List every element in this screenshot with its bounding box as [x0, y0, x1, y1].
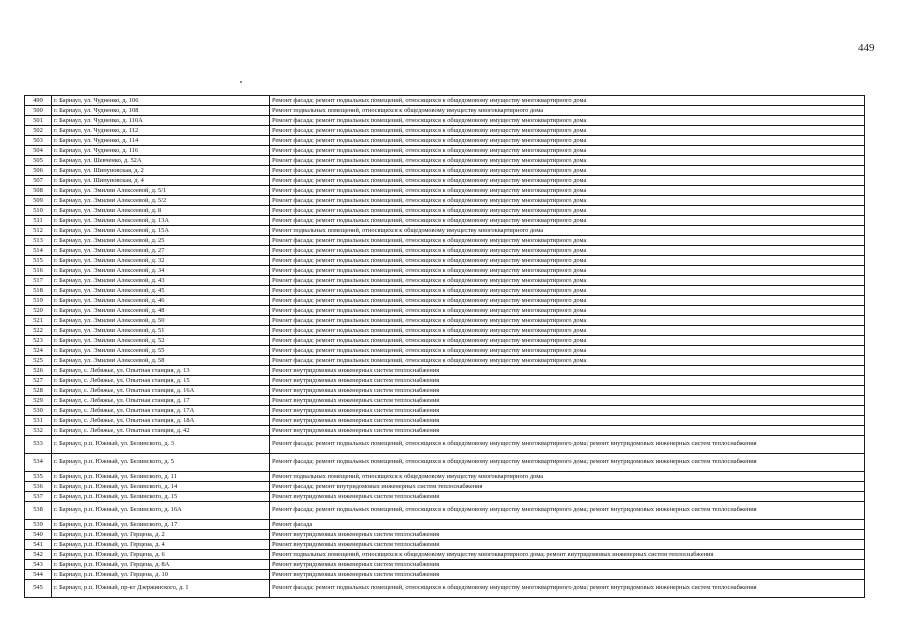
table-row	[25, 266, 865, 276]
address-cell: г. Барнаул, р.п. Южный, ул. Герцена, д. 10	[52, 570, 270, 580]
address-cell: г. Барнаул, р.п. Южный, пр-кт Дзержинского, д. 1	[52, 580, 270, 598]
row-number-cell: 535	[25, 472, 52, 482]
work-type-cell: Ремонт фасада; ремонт подвальных помещений, относящихся к общедомовому имуществу многоквартирного дома	[270, 116, 865, 126]
table-row	[25, 286, 865, 296]
work-type-cell: Ремонт фасада; ремонт подвальных помещений, относящихся к общедомовому имуществу многоквартирного дома	[270, 126, 865, 136]
work-type-cell: Ремонт фасада; ремонт подвальных помещений, относящихся к общедомовому имуществу многоквартирного дома	[270, 206, 865, 216]
table-row	[25, 196, 865, 206]
row-number-cell: 508	[25, 186, 52, 196]
row-number-cell: 510	[25, 206, 52, 216]
registry-rows	[25, 96, 865, 598]
work-type-cell: Ремонт фасада; ремонт подвальных помещений, относящихся к общедомовому имуществу многоквартирного дома	[270, 256, 865, 266]
row-number-cell: 504	[25, 146, 52, 156]
table-row	[25, 316, 865, 326]
table-row	[25, 376, 865, 386]
work-type-cell: Ремонт подвальных помещений, относящихся к общедомовому имуществу многоквартирного дома	[270, 106, 865, 116]
address-cell: г. Барнаул, с. Лебяжье, ул. Опытная станция, д. 13	[52, 366, 270, 376]
row-number-cell: 545	[25, 580, 52, 598]
work-type-cell: Ремонт внутридомовых инженерных систем теплоснабжения	[270, 540, 865, 550]
address-cell: г. Барнаул, ул. Шипуновская, д. 4	[52, 176, 270, 186]
table-row	[25, 560, 865, 570]
address-cell: г. Барнаул, ул. Эмилии Алексеевой, д. 5/1	[52, 186, 270, 196]
row-number-cell: 534	[25, 454, 52, 472]
table-row	[25, 176, 865, 186]
row-number-cell: 527	[25, 376, 52, 386]
address-cell: г. Барнаул, ул. Эмилии Алексеевой, д. 8	[52, 206, 270, 216]
work-type-cell: Ремонт фасада; ремонт подвальных помещений, относящихся к общедомовому имуществу многоквартирного дома	[270, 326, 865, 336]
work-type-cell: Ремонт фасада; ремонт подвальных помещений, относящихся к общедомовому имуществу многоквартирного дома	[270, 196, 865, 206]
work-type-cell: Ремонт подвальных помещений, относящихся к общедомовому имуществу многоквартирного дома	[270, 226, 865, 236]
address-cell: г. Барнаул, р.п. Южный, ул. Белинского, д. 11	[52, 472, 270, 482]
table-row	[25, 550, 865, 560]
row-number-cell: 516	[25, 266, 52, 276]
table-row	[25, 454, 865, 472]
table-row	[25, 96, 865, 106]
table-row	[25, 396, 865, 406]
work-type-cell: Ремонт фасада; ремонт подвальных помещений, относящихся к общедомовому имуществу многоквартирного дома	[270, 336, 865, 346]
address-cell: г. Барнаул, р.п. Южный, ул. Белинского, д. 17	[52, 520, 270, 530]
work-type-cell: Ремонт фасада; ремонт подвальных помещений, относящихся к общедомовому имуществу многоквартирного дома	[270, 356, 865, 366]
address-cell: г. Барнаул, р.п. Южный, ул. Герцена, д. 4	[52, 540, 270, 550]
table-row	[25, 186, 865, 196]
table-row	[25, 366, 865, 376]
table-row	[25, 306, 865, 316]
table-row	[25, 156, 865, 166]
work-type-cell: Ремонт внутридомовых инженерных систем теплоснабжения	[270, 406, 865, 416]
address-cell: г. Барнаул, с. Лебяжье, ул. Опытная станция, д. 17	[52, 396, 270, 406]
row-number-cell: 518	[25, 286, 52, 296]
address-cell: г. Барнаул, ул. Эмилии Алексеевой, д. 32	[52, 256, 270, 266]
table-row	[25, 482, 865, 492]
row-number-cell: 512	[25, 226, 52, 236]
row-number-cell: 509	[25, 196, 52, 206]
work-type-cell: Ремонт фасада; ремонт подвальных помещений, относящихся к общедомовому имуществу многоквартирного дома	[270, 186, 865, 196]
row-number-cell: 501	[25, 116, 52, 126]
work-type-cell: Ремонт внутридомовых инженерных систем теплоснабжения	[270, 366, 865, 376]
row-number-cell: 514	[25, 246, 52, 256]
table-row	[25, 236, 865, 246]
address-cell: г. Барнаул, р.п. Южный, ул. Белинского, д. 16А	[52, 502, 270, 520]
table-row	[25, 520, 865, 530]
work-type-cell: Ремонт фасада; ремонт подвальных помещений, относящихся к общедомовому имуществу многоквартирного дома	[270, 236, 865, 246]
row-number-cell: 532	[25, 426, 52, 436]
address-cell: г. Барнаул, с. Лебяжье, ул. Опытная станция, д. 17А	[52, 406, 270, 416]
address-cell: г. Барнаул, ул. Эмилии Алексеевой, д. 27	[52, 246, 270, 256]
work-type-cell: Ремонт фасада; ремонт подвальных помещений, относящихся к общедомовому имуществу многоквартирного дома	[270, 166, 865, 176]
table-row	[25, 416, 865, 426]
table-row	[25, 216, 865, 226]
table-row	[25, 276, 865, 286]
address-cell: г. Барнаул, с. Лебяжье, ул. Опытная станция, д. 42	[52, 426, 270, 436]
work-type-cell: Ремонт фасада; ремонт подвальных помещений, относящихся к общедомовому имуществу многоквартирного дома; ремонт внутридомовых инженерных систем теплоснабжения	[270, 502, 865, 520]
address-cell: г. Барнаул, с. Лебяжье, ул. Опытная станция, д. 16А	[52, 386, 270, 396]
table-row	[25, 346, 865, 356]
table-row	[25, 570, 865, 580]
address-cell: г. Барнаул, ул. Эмилии Алексеевой, д. 13А	[52, 216, 270, 226]
work-type-cell: Ремонт фасада; ремонт подвальных помещений, относящихся к общедомовому имуществу многоквартирного дома	[270, 216, 865, 226]
work-type-cell: Ремонт внутридомовых инженерных систем теплоснабжения	[270, 416, 865, 426]
table-row	[25, 436, 865, 454]
row-number-cell: 513	[25, 236, 52, 246]
work-type-cell: Ремонт фасада; ремонт подвальных помещений, относящихся к общедомовому имуществу многоквартирного дома	[270, 136, 865, 146]
work-type-cell: Ремонт внутридомовых инженерных систем теплоснабжения	[270, 396, 865, 406]
table-row	[25, 472, 865, 482]
work-type-cell: Ремонт внутридомовых инженерных систем теплоснабжения	[270, 492, 865, 502]
address-cell: г. Барнаул, р.п. Южный, ул. Герцена, д. 2	[52, 530, 270, 540]
row-number-cell: 502	[25, 126, 52, 136]
work-type-cell: Ремонт фасада; ремонт подвальных помещений, относящихся к общедомовому имуществу многоквартирного дома	[270, 266, 865, 276]
address-cell: г. Барнаул, ул. Эмилии Алексеевой, д. 55	[52, 346, 270, 356]
table-row	[25, 492, 865, 502]
work-type-cell: Ремонт фасада; ремонт подвальных помещений, относящихся к общедомовому имуществу многоквартирного дома; ремонт внутридомовых инженерных систем теплоснабжения	[270, 454, 865, 472]
work-type-cell: Ремонт внутридомовых инженерных систем теплоснабжения	[270, 530, 865, 540]
address-cell: г. Барнаул, ул. Чудненко, д. 116	[52, 146, 270, 156]
row-number-cell: 529	[25, 396, 52, 406]
work-type-cell: Ремонт фасада	[270, 520, 865, 530]
table-row	[25, 106, 865, 116]
work-type-cell: Ремонт внутридомовых инженерных систем теплоснабжения	[270, 570, 865, 580]
table-row	[25, 246, 865, 256]
address-cell: г. Барнаул, ул. Эмилии Алексеевой, д. 25	[52, 236, 270, 246]
row-number-cell: 537	[25, 492, 52, 502]
address-cell: г. Барнаул, с. Лебяжье, ул. Опытная станция, д. 15	[52, 376, 270, 386]
work-type-cell: Ремонт фасада; ремонт подвальных помещений, относящихся к общедомовому имуществу многоквартирного дома; ремонт внутридомовых инженерных систем теплоснабжения	[270, 436, 865, 454]
address-cell: г. Барнаул, ул. Эмилии Алексеевой, д. 45	[52, 286, 270, 296]
row-number-cell: 515	[25, 256, 52, 266]
row-number-cell: 536	[25, 482, 52, 492]
work-type-cell: Ремонт фасада; ремонт подвальных помещений, относящихся к общедомовому имуществу многоквартирного дома	[270, 286, 865, 296]
address-cell: г. Барнаул, ул. Чудненко, д. 110А	[52, 116, 270, 126]
row-number-cell: 523	[25, 336, 52, 346]
table-row	[25, 356, 865, 366]
row-number-cell: 541	[25, 540, 52, 550]
work-type-cell: Ремонт подвальных помещений, относящихся к общедомовому имуществу многоквартирного дома	[270, 472, 865, 482]
row-number-cell: 503	[25, 136, 52, 146]
address-cell: г. Барнаул, ул. Эмилии Алексеевой, д. 5/2	[52, 196, 270, 206]
address-cell: г. Барнаул, ул. Эмилии Алексеевой, д. 43	[52, 276, 270, 286]
scan-speck	[240, 81, 242, 83]
row-number-cell: 519	[25, 296, 52, 306]
work-type-cell: Ремонт внутридомовых инженерных систем теплоснабжения	[270, 376, 865, 386]
address-cell: г. Барнаул, р.п. Южный, ул. Белинского, д. 14	[52, 482, 270, 492]
row-number-cell: 525	[25, 356, 52, 366]
row-number-cell: 540	[25, 530, 52, 540]
work-type-cell: Ремонт внутридомовых инженерных систем теплоснабжения	[270, 560, 865, 570]
address-cell: г. Барнаул, ул. Эмилии Алексеевой, д. 58	[52, 356, 270, 366]
work-type-cell: Ремонт фасада; ремонт подвальных помещений, относящихся к общедомовому имуществу многоквартирного дома	[270, 346, 865, 356]
work-type-cell: Ремонт фасада; ремонт подвальных помещений, относящихся к общедомовому имуществу многоквартирного дома	[270, 96, 865, 106]
row-number-cell: 522	[25, 326, 52, 336]
row-number-cell: 528	[25, 386, 52, 396]
table-row	[25, 540, 865, 550]
row-number-cell: 533	[25, 436, 52, 454]
work-type-cell: Ремонт внутридомовых инженерных систем теплоснабжения	[270, 386, 865, 396]
work-type-cell: Ремонт фасада; ремонт подвальных помещений, относящихся к общедомовому имуществу многоквартирного дома; ремонт внутридомовых инженерных систем теплоснабжения	[270, 580, 865, 598]
row-number-cell: 521	[25, 316, 52, 326]
table-row	[25, 326, 865, 336]
row-number-cell: 531	[25, 416, 52, 426]
table-row	[25, 116, 865, 126]
table-row	[25, 126, 865, 136]
page-number: 449	[858, 42, 875, 54]
row-number-cell: 517	[25, 276, 52, 286]
row-number-cell: 543	[25, 560, 52, 570]
row-number-cell: 500	[25, 106, 52, 116]
work-type-cell: Ремонт фасада; ремонт подвальных помещений, относящихся к общедомовому имуществу многоквартирного дома	[270, 276, 865, 286]
row-number-cell: 544	[25, 570, 52, 580]
row-number-cell: 538	[25, 502, 52, 520]
table-row	[25, 386, 865, 396]
work-type-cell: Ремонт фасада; ремонт подвальных помещений, относящихся к общедомовому имуществу многоквартирного дома	[270, 176, 865, 186]
address-cell: г. Барнаул, р.п. Южный, ул. Герцена, д. 6	[52, 550, 270, 560]
table-row	[25, 146, 865, 156]
work-type-cell: Ремонт фасада; ремонт подвальных помещений, относящихся к общедомовому имуществу многоквартирного дома	[270, 316, 865, 326]
work-type-cell: Ремонт подвальных помещений, относящихся к общедомовому имуществу многоквартирного дома; ремонт внутридомовых инженерных систем теплоснабжения	[270, 550, 865, 560]
table-row	[25, 226, 865, 236]
table-row	[25, 530, 865, 540]
row-number-cell: 499	[25, 96, 52, 106]
address-cell: г. Барнаул, ул. Шипуновская, д. 2	[52, 166, 270, 176]
address-cell: г. Барнаул, ул. Эмилии Алексеевой, д. 48	[52, 306, 270, 316]
address-cell: г. Барнаул, ул. Эмилии Алексеевой, д. 46	[52, 296, 270, 306]
row-number-cell: 506	[25, 166, 52, 176]
row-number-cell: 524	[25, 346, 52, 356]
table-row	[25, 426, 865, 436]
work-type-cell: Ремонт фасада; ремонт подвальных помещений, относящихся к общедомовому имуществу многоквартирного дома	[270, 296, 865, 306]
row-number-cell: 520	[25, 306, 52, 316]
address-cell: г. Барнаул, ул. Чудненко, д. 112	[52, 126, 270, 136]
table-row	[25, 580, 865, 598]
row-number-cell: 507	[25, 176, 52, 186]
work-type-cell: Ремонт фасада; ремонт подвальных помещений, относящихся к общедомовому имуществу многоквартирного дома	[270, 156, 865, 166]
row-number-cell: 530	[25, 406, 52, 416]
address-cell: г. Барнаул, ул. Чудненко, д. 114	[52, 136, 270, 146]
work-type-cell: Ремонт внутридомовых инженерных систем теплоснабжения	[270, 426, 865, 436]
table-row	[25, 166, 865, 176]
row-number-cell: 505	[25, 156, 52, 166]
address-cell: г. Барнаул, ул. Эмилии Алексеевой, д. 51	[52, 326, 270, 336]
repair-registry-table	[24, 95, 865, 598]
table-row	[25, 336, 865, 346]
address-cell: г. Барнаул, ул. Эмилии Алексеевой, д. 15А	[52, 226, 270, 236]
address-cell: г. Барнаул, р.п. Южный, ул. Герцена, д. 8А	[52, 560, 270, 570]
address-cell: г. Барнаул, с. Лебяжье, ул. Опытная станция, д. 18А	[52, 416, 270, 426]
table-row	[25, 136, 865, 146]
table-row	[25, 256, 865, 266]
address-cell: г. Барнаул, ул. Эмилии Алексеевой, д. 50	[52, 316, 270, 326]
table-row	[25, 206, 865, 216]
address-cell: г. Барнаул, ул. Чудненко, д. 106	[52, 96, 270, 106]
row-number-cell: 526	[25, 366, 52, 376]
row-number-cell: 542	[25, 550, 52, 560]
address-cell: г. Барнаул, ул. Эмилии Алексеевой, д. 52	[52, 336, 270, 346]
table-row	[25, 502, 865, 520]
address-cell: г. Барнаул, р.п. Южный, ул. Белинского, д. 15	[52, 492, 270, 502]
work-type-cell: Ремонт фасада; ремонт подвальных помещений, относящихся к общедомовому имуществу многоквартирного дома	[270, 246, 865, 256]
address-cell: г. Барнаул, ул. Эмилии Алексеевой, д. 34	[52, 266, 270, 276]
work-type-cell: Ремонт фасада; ремонт подвальных помещений, относящихся к общедомовому имуществу многоквартирного дома	[270, 146, 865, 156]
address-cell: г. Барнаул, ул. Шевченко, д. 52А	[52, 156, 270, 166]
work-type-cell: Ремонт фасада; ремонт внутридомовых инженерных систем теплоснабжения	[270, 482, 865, 492]
table-row	[25, 406, 865, 416]
address-cell: г. Барнаул, р.п. Южный, ул. Белинского, д. 3	[52, 436, 270, 454]
address-cell: г. Барнаул, ул. Чудненко, д. 108	[52, 106, 270, 116]
table-row	[25, 296, 865, 306]
row-number-cell: 539	[25, 520, 52, 530]
address-cell: г. Барнаул, р.п. Южный, ул. Белинского, д. 5	[52, 454, 270, 472]
work-type-cell: Ремонт фасада; ремонт подвальных помещений, относящихся к общедомовому имуществу многоквартирного дома	[270, 306, 865, 316]
row-number-cell: 511	[25, 216, 52, 226]
